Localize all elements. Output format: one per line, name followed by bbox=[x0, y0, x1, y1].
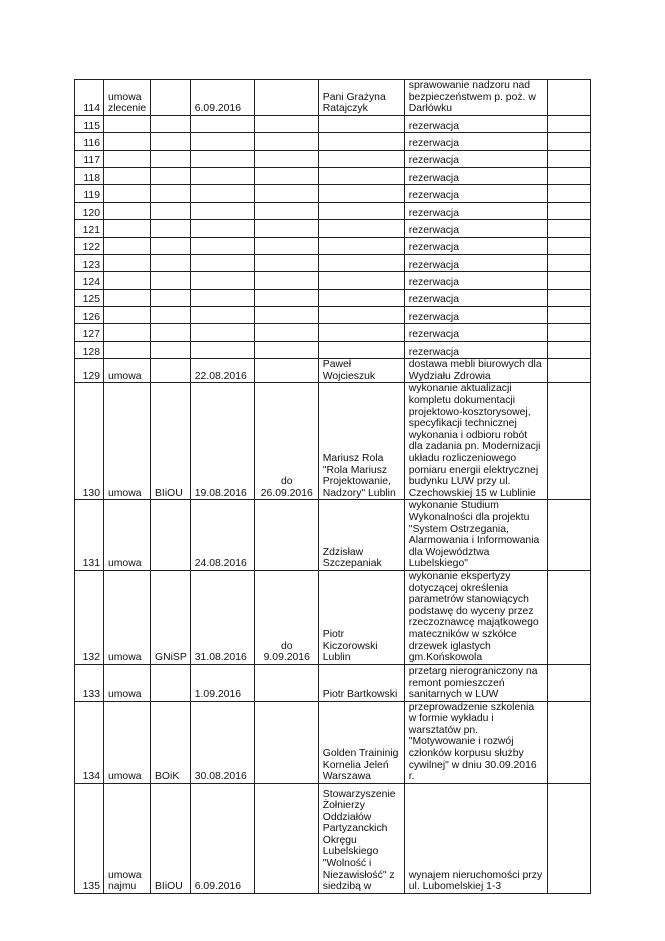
cell-contract-type bbox=[104, 202, 151, 219]
cell-contractor bbox=[318, 237, 404, 254]
cell-term bbox=[254, 133, 318, 150]
cell-subject: rezerwacja bbox=[404, 289, 547, 306]
cell-term bbox=[254, 185, 318, 202]
cell-contract-type: umowa najmu bbox=[104, 783, 151, 893]
cell-date: 6.09.2016 bbox=[190, 783, 254, 893]
table-row bbox=[75, 80, 591, 116]
cell-number: 119 bbox=[75, 185, 104, 202]
cell-contractor bbox=[318, 254, 404, 271]
table-row bbox=[75, 500, 591, 571]
table-row bbox=[75, 383, 591, 500]
cell-unit bbox=[151, 359, 191, 383]
cell-unit bbox=[151, 220, 191, 237]
cell-subject: rezerwacja bbox=[404, 254, 547, 271]
cell-contract-type: umowa bbox=[104, 383, 151, 500]
cell-number: 122 bbox=[75, 237, 104, 254]
table-row bbox=[75, 167, 591, 184]
cell-term bbox=[254, 150, 318, 167]
cell-subject: rezerwacja bbox=[404, 237, 547, 254]
cell-contract-type bbox=[104, 289, 151, 306]
cell-number: 133 bbox=[75, 664, 104, 701]
cell-term bbox=[254, 324, 318, 341]
cell-subject: wykonanie Studium Wykonalności dla projektu "System Ostrzegania, Alarmowania i Informowania dla Województwa Lubelskiego" bbox=[404, 500, 547, 571]
cell-contract-type: umowa bbox=[104, 664, 151, 701]
cell-contract-type: umowa bbox=[104, 359, 151, 383]
cell-term bbox=[254, 237, 318, 254]
table-row bbox=[75, 220, 591, 237]
table-body bbox=[75, 80, 591, 894]
cell-date bbox=[190, 185, 254, 202]
cell-unit: BOiK bbox=[151, 701, 191, 783]
cell-contract-type bbox=[104, 115, 151, 132]
table-row bbox=[75, 237, 591, 254]
cell-term bbox=[254, 783, 318, 893]
table-row bbox=[75, 359, 591, 383]
cell-notes bbox=[547, 383, 590, 500]
cell-date bbox=[190, 237, 254, 254]
cell-contractor bbox=[318, 289, 404, 306]
cell-term bbox=[254, 254, 318, 271]
cell-date bbox=[190, 341, 254, 358]
cell-contract-type bbox=[104, 150, 151, 167]
cell-number: 129 bbox=[75, 359, 104, 383]
table-row bbox=[75, 133, 591, 150]
cell-term bbox=[254, 220, 318, 237]
cell-date: 6.09.2016 bbox=[190, 80, 254, 116]
cell-subject: rezerwacja bbox=[404, 272, 547, 289]
table-row bbox=[75, 254, 591, 271]
cell-notes bbox=[547, 307, 590, 324]
cell-number: 115 bbox=[75, 115, 104, 132]
cell-contract-type bbox=[104, 185, 151, 202]
cell-notes bbox=[547, 80, 590, 116]
table-row bbox=[75, 324, 591, 341]
table-row bbox=[75, 701, 591, 783]
cell-contractor bbox=[318, 185, 404, 202]
cell-contractor bbox=[318, 202, 404, 219]
cell-subject: rezerwacja bbox=[404, 202, 547, 219]
table-row bbox=[75, 115, 591, 132]
cell-date bbox=[190, 133, 254, 150]
cell-term bbox=[254, 80, 318, 116]
cell-notes bbox=[547, 359, 590, 383]
cell-contract-type bbox=[104, 324, 151, 341]
cell-subject: dostawa mebli biurowych dla Wydziału Zdrowia bbox=[404, 359, 547, 383]
cell-notes bbox=[547, 272, 590, 289]
cell-subject: przeprowadzenie szkolenia w formie wykładu i warsztatów pn. "Motywowanie i rozwój członków korpusu służby cywilnej" w dniu 30.09.2016 r. bbox=[404, 701, 547, 783]
cell-number: 135 bbox=[75, 783, 104, 893]
cell-number: 118 bbox=[75, 167, 104, 184]
cell-subject: rezerwacja bbox=[404, 150, 547, 167]
cell-number: 131 bbox=[75, 500, 104, 571]
cell-contract-type bbox=[104, 220, 151, 237]
table-row bbox=[75, 307, 591, 324]
cell-contract-type: umowa bbox=[104, 701, 151, 783]
cell-subject: wykonanie ekspertyzy dotyczącej określenia parametrów stanowiących podstawę do wyceny przez rzeczoznawcę majątkowego mateczników w szkółce drzewek iglastych gm.Końskowola bbox=[404, 570, 547, 664]
cell-contractor bbox=[318, 272, 404, 289]
cell-contract-type bbox=[104, 167, 151, 184]
cell-term bbox=[254, 359, 318, 383]
cell-contractor bbox=[318, 115, 404, 132]
cell-notes bbox=[547, 202, 590, 219]
cell-unit bbox=[151, 272, 191, 289]
cell-term bbox=[254, 500, 318, 571]
cell-number: 123 bbox=[75, 254, 104, 271]
cell-subject: wykonanie aktualizacji kompletu dokumentacji projektowo-kosztorysowej, specyfikacji technicznej wykonania i odbioru robót dla zadania pn. Modernizacji układu rozliczeniowego pomiaru energii elektrycznej budynku LUW przy ul. Czechowskiej 15 w Lublinie bbox=[404, 383, 547, 500]
cell-notes bbox=[547, 570, 590, 664]
cell-contract-type bbox=[104, 272, 151, 289]
cell-subject: rezerwacja bbox=[404, 133, 547, 150]
cell-number: 126 bbox=[75, 307, 104, 324]
cell-notes bbox=[547, 115, 590, 132]
table-row bbox=[75, 570, 591, 664]
cell-contract-type bbox=[104, 254, 151, 271]
cell-term bbox=[254, 289, 318, 306]
cell-term bbox=[254, 272, 318, 289]
cell-term bbox=[254, 664, 318, 701]
cell-contractor: Zdzisław Szczepaniak bbox=[318, 500, 404, 571]
cell-term bbox=[254, 115, 318, 132]
cell-date: 22.08.2016 bbox=[190, 359, 254, 383]
cell-term bbox=[254, 701, 318, 783]
cell-number: 120 bbox=[75, 202, 104, 219]
cell-number: 116 bbox=[75, 133, 104, 150]
cell-contract-type bbox=[104, 133, 151, 150]
cell-date: 30.08.2016 bbox=[190, 701, 254, 783]
cell-term bbox=[254, 202, 318, 219]
cell-date bbox=[190, 272, 254, 289]
cell-contract-type bbox=[104, 307, 151, 324]
cell-subject: rezerwacja bbox=[404, 115, 547, 132]
cell-contractor bbox=[318, 133, 404, 150]
cell-number: 134 bbox=[75, 701, 104, 783]
table-row bbox=[75, 202, 591, 219]
cell-number: 128 bbox=[75, 341, 104, 358]
cell-contractor bbox=[318, 150, 404, 167]
cell-subject: rezerwacja bbox=[404, 307, 547, 324]
table-row bbox=[75, 341, 591, 358]
cell-unit: BIiOU bbox=[151, 783, 191, 893]
cell-date bbox=[190, 289, 254, 306]
cell-date bbox=[190, 307, 254, 324]
cell-contractor bbox=[318, 220, 404, 237]
cell-date bbox=[190, 150, 254, 167]
cell-date: 24.08.2016 bbox=[190, 500, 254, 571]
cell-contractor: Pani Grażyna Ratajczyk bbox=[318, 80, 404, 116]
cell-unit bbox=[151, 289, 191, 306]
cell-date bbox=[190, 220, 254, 237]
cell-number: 117 bbox=[75, 150, 104, 167]
cell-date bbox=[190, 254, 254, 271]
cell-notes bbox=[547, 701, 590, 783]
cell-contractor: Mariusz Rola "Rola Mariusz Projektowanie, Nadzory" Lublin bbox=[318, 383, 404, 500]
cell-contractor: Piotr Kiczorowski Lublin bbox=[318, 570, 404, 664]
table-row bbox=[75, 289, 591, 306]
cell-number: 114 bbox=[75, 80, 104, 116]
cell-contractor: Paweł Wojcieszuk bbox=[318, 359, 404, 383]
cell-date bbox=[190, 167, 254, 184]
cell-subject: rezerwacja bbox=[404, 185, 547, 202]
table-row bbox=[75, 185, 591, 202]
cell-unit bbox=[151, 115, 191, 132]
cell-number: 125 bbox=[75, 289, 104, 306]
cell-contractor bbox=[318, 307, 404, 324]
cell-date bbox=[190, 202, 254, 219]
cell-date: 1.09.2016 bbox=[190, 664, 254, 701]
cell-contract-type bbox=[104, 341, 151, 358]
cell-contractor bbox=[318, 324, 404, 341]
cell-notes bbox=[547, 133, 590, 150]
cell-unit bbox=[151, 80, 191, 116]
cell-unit bbox=[151, 150, 191, 167]
cell-contractor: Stowarzyszenie Żołnierzy Oddziałów Partyzanckich Okręgu Lubelskiego "Wolność i Niezawisłość" z siedzibą w bbox=[318, 783, 404, 893]
cell-unit bbox=[151, 341, 191, 358]
cell-subject: rezerwacja bbox=[404, 167, 547, 184]
cell-unit: BIiOU bbox=[151, 383, 191, 500]
cell-notes bbox=[547, 220, 590, 237]
cell-notes bbox=[547, 289, 590, 306]
cell-unit bbox=[151, 307, 191, 324]
cell-notes bbox=[547, 254, 590, 271]
table-row bbox=[75, 783, 591, 893]
cell-notes bbox=[547, 783, 590, 893]
cell-term: do 9.09.2016 bbox=[254, 570, 318, 664]
cell-term bbox=[254, 167, 318, 184]
contracts-register-table bbox=[74, 79, 591, 894]
cell-unit bbox=[151, 500, 191, 571]
cell-date: 31.08.2016 bbox=[190, 570, 254, 664]
cell-number: 124 bbox=[75, 272, 104, 289]
cell-number: 127 bbox=[75, 324, 104, 341]
cell-term: do 26.09.2016 bbox=[254, 383, 318, 500]
cell-contract-type: umowa zlecenie bbox=[104, 80, 151, 116]
cell-notes bbox=[547, 664, 590, 701]
cell-unit bbox=[151, 185, 191, 202]
cell-notes bbox=[547, 185, 590, 202]
cell-subject: przetarg nierograniczony na remont pomieszczeń sanitarnych w LUW bbox=[404, 664, 547, 701]
cell-contractor bbox=[318, 341, 404, 358]
cell-subject: rezerwacja bbox=[404, 220, 547, 237]
table-row bbox=[75, 664, 591, 701]
cell-number: 132 bbox=[75, 570, 104, 664]
cell-notes bbox=[547, 150, 590, 167]
cell-contractor bbox=[318, 167, 404, 184]
cell-contractor: Piotr Bartkowski bbox=[318, 664, 404, 701]
cell-contractor: Golden Traininig Kornelia Jeleń Warszawa bbox=[318, 701, 404, 783]
cell-notes bbox=[547, 324, 590, 341]
cell-unit bbox=[151, 202, 191, 219]
cell-subject: rezerwacja bbox=[404, 341, 547, 358]
cell-term bbox=[254, 307, 318, 324]
cell-unit: GNiSP bbox=[151, 570, 191, 664]
cell-notes bbox=[547, 500, 590, 571]
cell-unit bbox=[151, 237, 191, 254]
cell-notes bbox=[547, 167, 590, 184]
cell-notes bbox=[547, 341, 590, 358]
cell-number: 130 bbox=[75, 383, 104, 500]
cell-number: 121 bbox=[75, 220, 104, 237]
cell-date: 19.08.2016 bbox=[190, 383, 254, 500]
cell-unit bbox=[151, 254, 191, 271]
table-row bbox=[75, 272, 591, 289]
cell-term bbox=[254, 341, 318, 358]
cell-unit bbox=[151, 664, 191, 701]
cell-date bbox=[190, 324, 254, 341]
cell-contract-type: umowa bbox=[104, 570, 151, 664]
cell-subject: rezerwacja bbox=[404, 324, 547, 341]
cell-subject: sprawowanie nadzoru nad bezpieczeństwem p. poż. w Darłówku bbox=[404, 80, 547, 116]
cell-contract-type: umowa bbox=[104, 500, 151, 571]
cell-contract-type bbox=[104, 237, 151, 254]
cell-date bbox=[190, 115, 254, 132]
cell-notes bbox=[547, 237, 590, 254]
cell-unit bbox=[151, 167, 191, 184]
cell-unit bbox=[151, 133, 191, 150]
table-row bbox=[75, 150, 591, 167]
cell-subject: wynajem nieruchomości przy ul. Lubomelskiej 1-3 bbox=[404, 783, 547, 893]
cell-unit bbox=[151, 324, 191, 341]
